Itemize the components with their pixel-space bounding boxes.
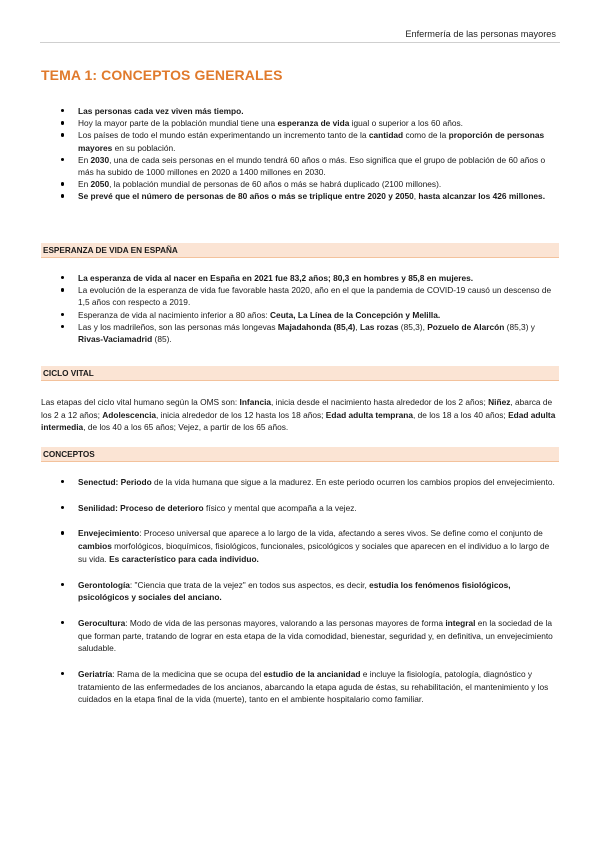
text: en su población. — [112, 142, 176, 153]
intro-list — [41, 105, 560, 203]
list-item — [41, 309, 560, 321]
bold-text: Senilidad: Proceso de deterioro — [78, 502, 204, 513]
text: de la vida humana que sigue a la madurez. En este periodo ocurren los cambios propios del envejecimiento. — [151, 477, 555, 487]
text: : Modo de vida de las personas mayores, valorando a las personas mayores de forma — [125, 617, 446, 628]
section-heading-conceptos: CONCEPTOS — [41, 447, 559, 462]
text: morfológicos, bioquímicos, fisiológicos, funcionales, psicológicos y sociales que aparecen en el individuo a lo largo de su vida. — [78, 541, 550, 564]
bold-text: Las personas cada vez viven más tiempo. — [78, 106, 244, 116]
list-item — [41, 502, 560, 515]
esperanza-section — [41, 272, 560, 345]
bold-text: estudia los fenómenos fisiológicos, psicológicos y sociales del anciano. — [78, 579, 511, 603]
conceptos-section — [41, 476, 560, 719]
bold-text: hasta alcanzar los 426 millones. — [418, 191, 546, 202]
list-item — [41, 527, 560, 565]
bold-text: esperanza de vida — [277, 118, 350, 129]
list-item — [41, 284, 560, 308]
text: , inicia desde el nacimiento hasta alrededor de los 2 años; — [271, 397, 489, 407]
bold-text: La esperanza de vida al nacer en España en 2021 fue 83,2 años; 80,3 en hombres y 85,8 en mujeres. — [78, 273, 474, 283]
bold-text: Ceuta, La Línea de la Concepción y Melilla. — [270, 309, 441, 320]
text: : "Ciencia que trata de la vejez" en todos sus aspectos, es decir, — [129, 579, 370, 590]
list-item — [41, 476, 560, 489]
bold-text: estudio de la ancianidad — [263, 669, 361, 680]
text: físico y mental que acompaña a la vejez. — [203, 502, 357, 513]
list-item — [41, 129, 560, 153]
list-item — [41, 154, 560, 178]
text: En — [78, 179, 91, 190]
bold-text: Edad adulta temprana — [325, 409, 413, 420]
bold-text: Majadahonda (85,4) — [277, 321, 356, 332]
text: Esperanza de vida al nacimiento inferior a 80 años: — [78, 309, 271, 320]
text: en la sociedad de la que forman parte, tratando de lograr en esta etapa de la vida comodidad, bienestar, seguridad y, en definitiva, un envejecimiento saludable. — [78, 617, 553, 654]
text: (85,3), — [398, 321, 428, 332]
bold-text: Adolescencia — [102, 409, 157, 420]
esperanza-list — [41, 272, 560, 345]
text: , abarca de los 2 a 12 años; — [41, 397, 553, 420]
bold-text: Edad adulta intermedia — [41, 409, 556, 433]
text: Hoy la mayor parte de la población mundial tiene una — [78, 118, 278, 129]
bold-text: Geriatría — [78, 669, 113, 680]
text: (85,3) y — [504, 321, 535, 332]
list-item — [41, 668, 560, 706]
text: , la población mundial de personas de 60 años o más se habrá duplicado (2100 millones). — [109, 179, 442, 190]
bold-text: Se prevé que el número de personas de 80 años o más se triplique entre 2020 y 2050 — [78, 191, 414, 202]
bold-text: Senectud: Periodo — [78, 477, 152, 487]
bold-text: 2030 — [90, 154, 110, 165]
list-item — [41, 105, 560, 117]
list-item — [41, 579, 560, 604]
text: , inicia alrededor de los 12 hasta los 18 años; — [156, 409, 326, 420]
section-heading-ciclo: CICLO VITAL — [41, 366, 559, 381]
conceptos-list — [41, 476, 560, 706]
text: Los países de todo el mundo están experimentando un incremento tanto de la — [78, 130, 369, 141]
bold-text: Rivas-Vaciamadrid — [78, 334, 153, 345]
text: como de la — [403, 130, 449, 141]
list-item — [41, 178, 560, 190]
list-item — [41, 321, 560, 345]
bold-text: 2050 — [90, 179, 110, 190]
list-item — [41, 190, 560, 202]
list-item — [41, 117, 560, 129]
bold-text: Infancia — [239, 397, 272, 407]
ciclo-paragraph — [41, 396, 560, 434]
bold-text: proporción de personas mayores — [78, 130, 545, 153]
intro-section — [41, 105, 560, 203]
ciclo-section — [41, 396, 560, 434]
section-heading-esperanza: ESPERANZA DE VIDA EN ESPAÑA — [41, 243, 559, 258]
text: igual o superior a los 60 años. — [349, 118, 463, 129]
text: , de los 18 a los 40 años; — [412, 409, 509, 420]
text: En — [78, 154, 91, 165]
bold-text: Pozuelo de Alarcón — [427, 321, 505, 332]
text: (85). — [152, 334, 172, 345]
running-header: Enfermería de las personas mayores — [405, 29, 556, 39]
text: , una de cada seis personas en el mundo tendrá 60 años o más. Eso significa que el grupo de población de 60 años o más ha subido de 1000 millones en 2020 a 1400 millones en 2030. — [78, 154, 546, 178]
page-title: TEMA 1: CONCEPTOS GENERALES — [41, 67, 283, 83]
text: e incluye la fisiología, patología, diagnóstico y tratamiento de las enfermedades de los ancianos, abarcando la etapa aguda de éstas, su rehabilitación, el mantenimiento y los cuidados en la etapa final de la vida (muerte), tanto en el ambiente hospitalario como familiar. — [78, 669, 549, 705]
bold-text: Gerontología — [78, 579, 130, 590]
header-divider — [40, 42, 560, 43]
text: , — [355, 321, 360, 332]
text: Las y los madrileños, son las personas más longevas — [78, 321, 278, 332]
text: , de los 40 a los 65 años; Vejez, a partir de los 65 años. — [83, 422, 289, 433]
bold-text: Niñez — [488, 397, 511, 407]
list-item — [41, 272, 560, 284]
text: , — [413, 191, 419, 202]
text: : Proceso universal que aparece a lo largo de la vida, afectando a seres vivos. Se define como el conjunto de — [139, 528, 543, 539]
bold-text: Gerocultura — [78, 617, 126, 628]
bold-text: integral — [445, 617, 476, 628]
bold-text: cambios — [78, 541, 112, 552]
text: La evolución de la esperanza de vida fue favorable hasta 2020, año en el que la pandemia de COVID-19 causó un descenso de 1,5 años con respecto a 2019. — [78, 285, 552, 308]
text: Las etapas del ciclo vital humano según la OMS son: — [41, 397, 240, 407]
bold-text: Las rozas — [359, 321, 399, 332]
bold-text: Es característico para cada individuo. — [109, 553, 259, 564]
bold-text: Envejecimiento — [78, 528, 140, 539]
text: : Rama de la medicina que se ocupa del — [112, 669, 264, 680]
bold-text: cantidad — [368, 130, 404, 141]
list-item — [41, 617, 560, 655]
